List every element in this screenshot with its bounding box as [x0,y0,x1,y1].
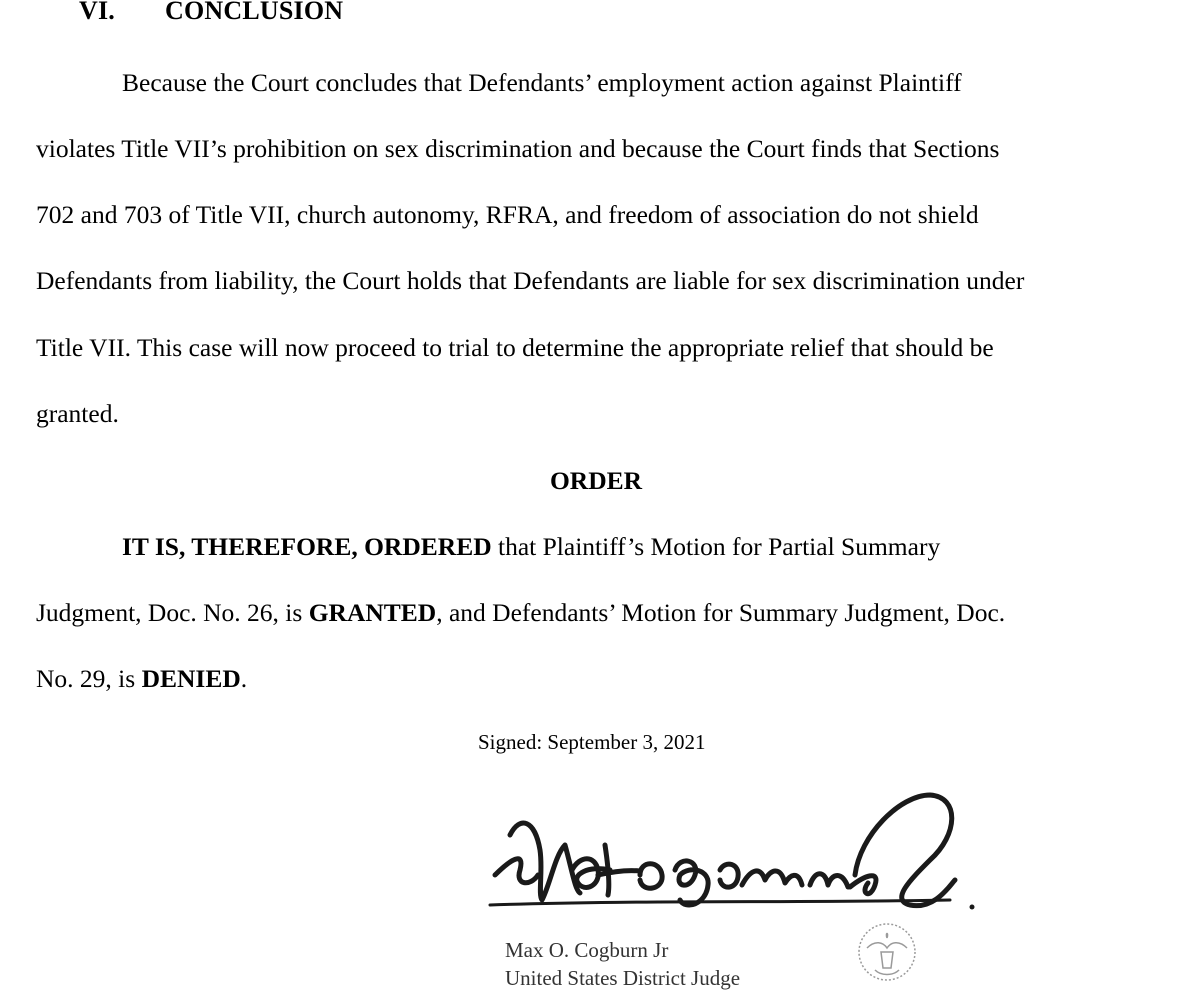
order-line-2 [36,598,1005,628]
order-text: . [240,664,248,693]
order-directive: IT IS, THEREFORE, ORDERED [122,532,492,561]
section-heading [79,0,343,26]
paragraph-line: 702 and 703 of Title VII, church autonomy, RFRA, and freedom of association do not shield [36,200,979,229]
order-text: Judgment, Doc. No. 26, is [36,598,309,627]
signed-date: Signed: September 3, 2021 [478,730,706,754]
paragraph-line: Defendants from liability, the Court holds that Defendants are liable for sex discrimination under [36,266,1025,295]
order-line-1 [122,532,940,562]
order-line-3 [36,664,247,694]
handwritten-signature [480,775,980,925]
paragraph-line: violates Title VII’s prohibition on sex discrimination and because the Court finds that Sections [36,134,1000,163]
granted-label: GRANTED [308,598,437,627]
judge-name: Max O. Cogburn Jr [505,938,669,962]
order-text: No. 29, is [36,664,142,693]
order-text: , and Defendants’ Motion for Summary Judgment, Doc. [436,598,1006,627]
order-text: that Plaintiff’s Motion for Partial Summary [491,532,941,561]
order-title: ORDER [549,466,643,495]
court-seal-icon [855,918,919,988]
paragraph-line: granted. [36,399,119,428]
paragraph-line: Title VII. This case will now proceed to trial to determine the appropriate relief that should be [36,333,994,362]
paragraph-line: Because the Court concludes that Defendants’ employment action against Plaintiff [122,68,962,97]
section-title: CONCLUSION [165,0,344,25]
section-number: VI. [79,0,115,25]
denied-label: DENIED [141,664,241,693]
judge-title: United States District Judge [505,966,741,990]
